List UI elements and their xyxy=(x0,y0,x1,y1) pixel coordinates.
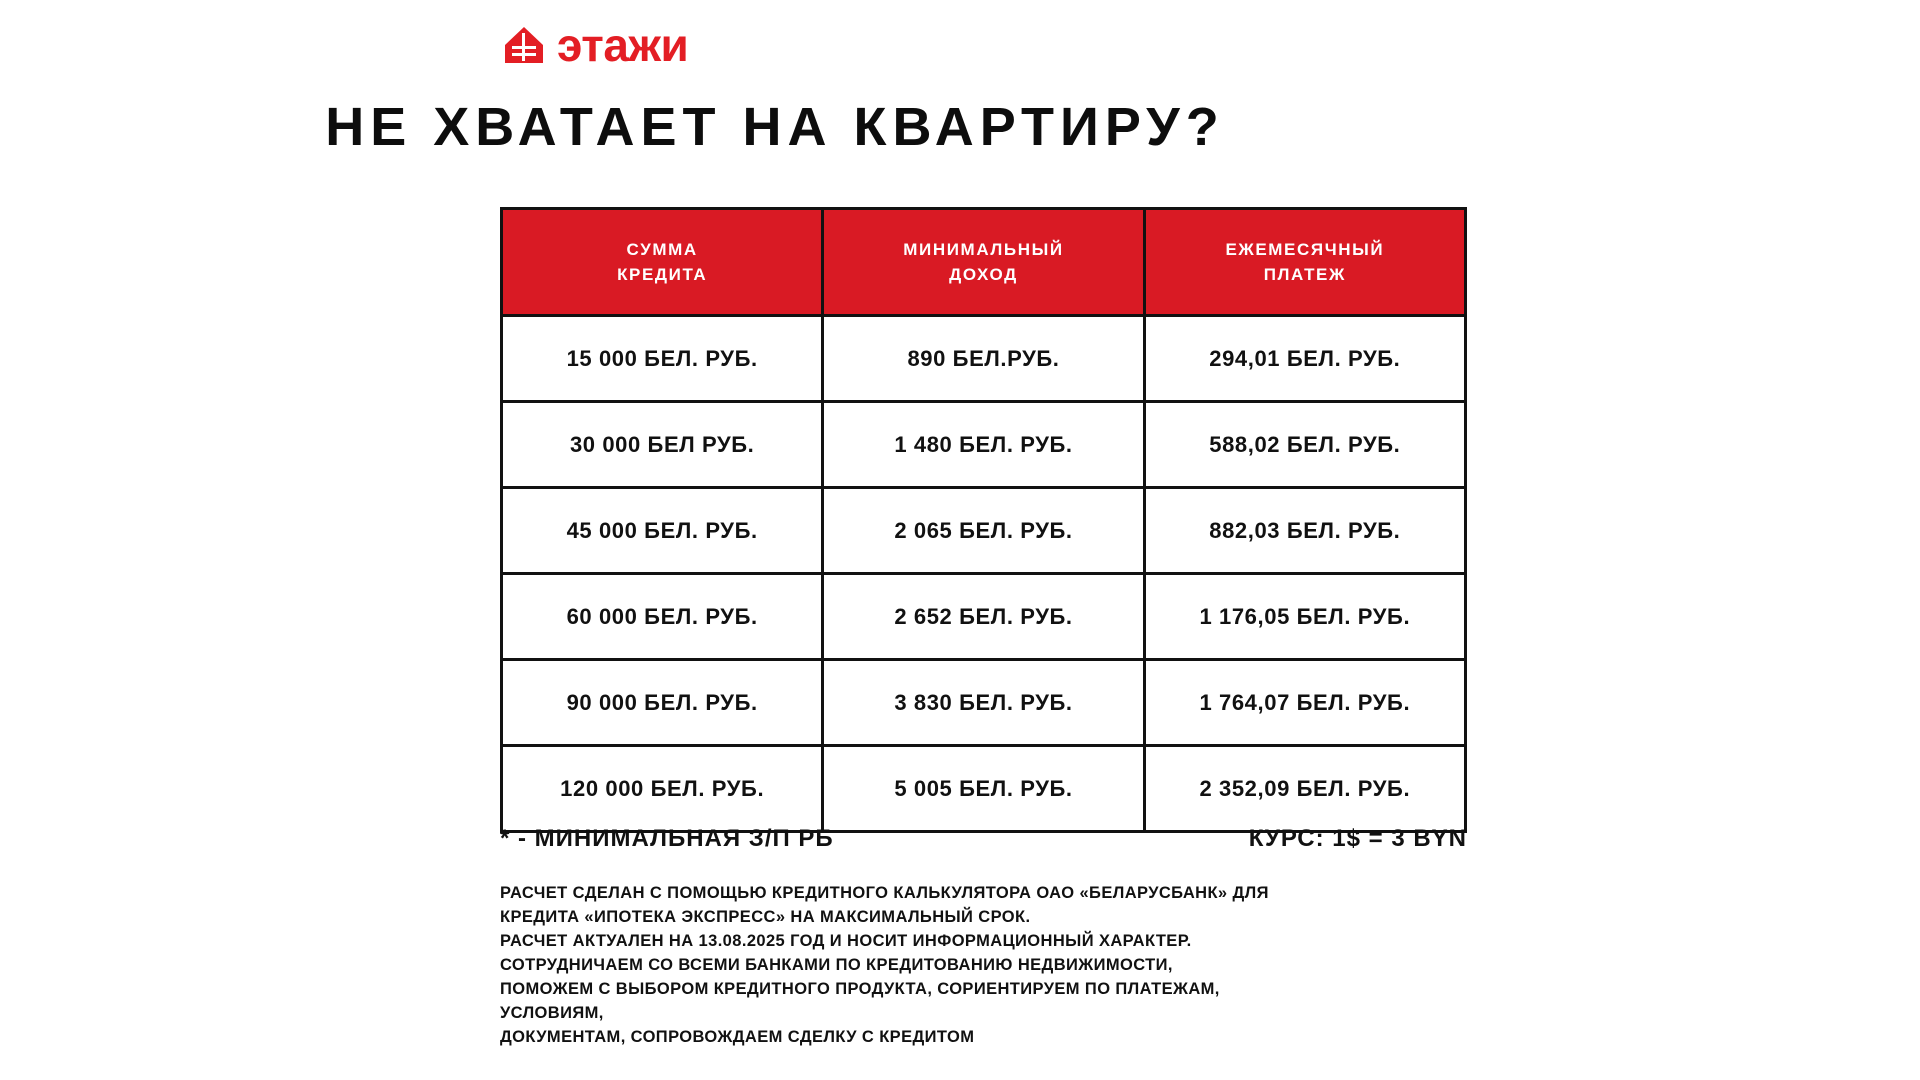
building-icon xyxy=(503,25,545,65)
cell-monthly-payment: 1 176,05 БЕЛ. РУБ. xyxy=(1144,574,1465,660)
disclaimer-line: СОТРУДНИЧАЕМ СО ВСЕМИ БАНКАМИ ПО КРЕДИТОВАНИЮ НЕДВИЖИМОСТИ, xyxy=(500,955,1173,974)
column-header-loan-amount xyxy=(502,209,823,316)
table-row xyxy=(502,660,1466,746)
table-row xyxy=(502,746,1466,832)
brand-name: этажи xyxy=(557,19,689,71)
disclaimer-line: УСЛОВИЯМ, xyxy=(500,1003,604,1022)
column-header-monthly-payment xyxy=(1144,209,1465,316)
column-header-minimum-income xyxy=(823,209,1144,316)
cell-loan-amount: 30 000 БЕЛ РУБ. xyxy=(502,402,823,488)
notes-row xyxy=(500,825,1467,853)
credit-table-head xyxy=(502,209,1466,316)
table-row xyxy=(502,488,1466,574)
cell-minimum-income: 2 652 БЕЛ. РУБ. xyxy=(823,574,1144,660)
cell-monthly-payment: 882,03 БЕЛ. РУБ. xyxy=(1144,488,1465,574)
cell-minimum-income: 2 065 БЕЛ. РУБ. xyxy=(823,488,1144,574)
table-header-row xyxy=(502,209,1466,316)
cell-loan-amount: 120 000 БЕЛ. РУБ. xyxy=(502,746,823,832)
column-header-line: СУММА xyxy=(626,239,698,259)
column-header-line: КРЕДИТА xyxy=(617,265,708,284)
cell-loan-amount: 45 000 БЕЛ. РУБ. xyxy=(502,488,823,574)
table-row xyxy=(502,402,1466,488)
note-minimum-salary: * - МИНИМАЛЬНАЯ З/П РБ xyxy=(500,825,834,852)
disclaimer-line: ДОКУМЕНТАМ, СОПРОВОЖДАЕМ СДЕЛКУ С КРЕДИТОМ xyxy=(500,1027,975,1046)
cell-monthly-payment: 1 764,07 БЕЛ. РУБ. xyxy=(1144,660,1465,746)
brand-logo xyxy=(503,19,689,71)
page-title-text: НЕ ХВАТАЕТ НА КВАРТИРУ? xyxy=(325,97,1225,157)
cell-loan-amount: 15 000 БЕЛ. РУБ. xyxy=(502,316,823,402)
table-row xyxy=(502,316,1466,402)
cell-minimum-income: 5 005 БЕЛ. РУБ. xyxy=(823,746,1144,832)
cell-monthly-payment: 588,02 БЕЛ. РУБ. xyxy=(1144,402,1465,488)
credit-table-body xyxy=(502,316,1466,832)
note-exchange-rate: КУРС: 1$ = 3 BYN xyxy=(1248,825,1467,852)
disclaimer-line: КРЕДИТА «ИПОТЕКА ЭКСПРЕСС» НА МАКСИМАЛЬНЫЙ СРОК. xyxy=(500,907,1031,926)
cell-monthly-payment: 2 352,09 БЕЛ. РУБ. xyxy=(1144,746,1465,832)
cell-minimum-income: 3 830 БЕЛ. РУБ. xyxy=(823,660,1144,746)
table-row xyxy=(502,574,1466,660)
page-title xyxy=(0,96,1920,158)
cell-minimum-income: 1 480 БЕЛ. РУБ. xyxy=(823,402,1144,488)
credit-table-wrapper xyxy=(500,207,1467,833)
disclaimer-line: ПОМОЖЕМ С ВЫБОРОМ КРЕДИТНОГО ПРОДУКТА, СОРИЕНТИРУЕМ ПО ПЛАТЕЖАМ, xyxy=(500,979,1220,998)
cell-loan-amount: 90 000 БЕЛ. РУБ. xyxy=(502,660,823,746)
cell-loan-amount: 60 000 БЕЛ. РУБ. xyxy=(502,574,823,660)
disclaimer-line: РАСЧЕТ АКТУАЛЕН НА 13.08.2025 ГОД И НОСИТ ИНФОРМАЦИОННЫЙ ХАРАКТЕР. xyxy=(500,931,1192,950)
column-header-line: ЕЖЕМЕСЯЧНЫЙ xyxy=(1225,239,1385,259)
column-header-line: МИНИМАЛЬНЫЙ xyxy=(903,239,1064,259)
column-header-line: ПЛАТЕЖ xyxy=(1263,265,1346,284)
cell-minimum-income: 890 БЕЛ.РУБ. xyxy=(823,316,1144,402)
disclaimer-line: РАСЧЕТ СДЕЛАН С ПОМОЩЬЮ КРЕДИТНОГО КАЛЬКУЛЯТОРА ОАО «БЕЛАРУСБАНК» ДЛЯ xyxy=(500,884,1269,902)
disclaimer-block xyxy=(500,882,1440,1049)
credit-table xyxy=(500,207,1467,833)
column-header-line: ДОХОД xyxy=(949,265,1018,284)
cell-monthly-payment: 294,01 БЕЛ. РУБ. xyxy=(1144,316,1465,402)
